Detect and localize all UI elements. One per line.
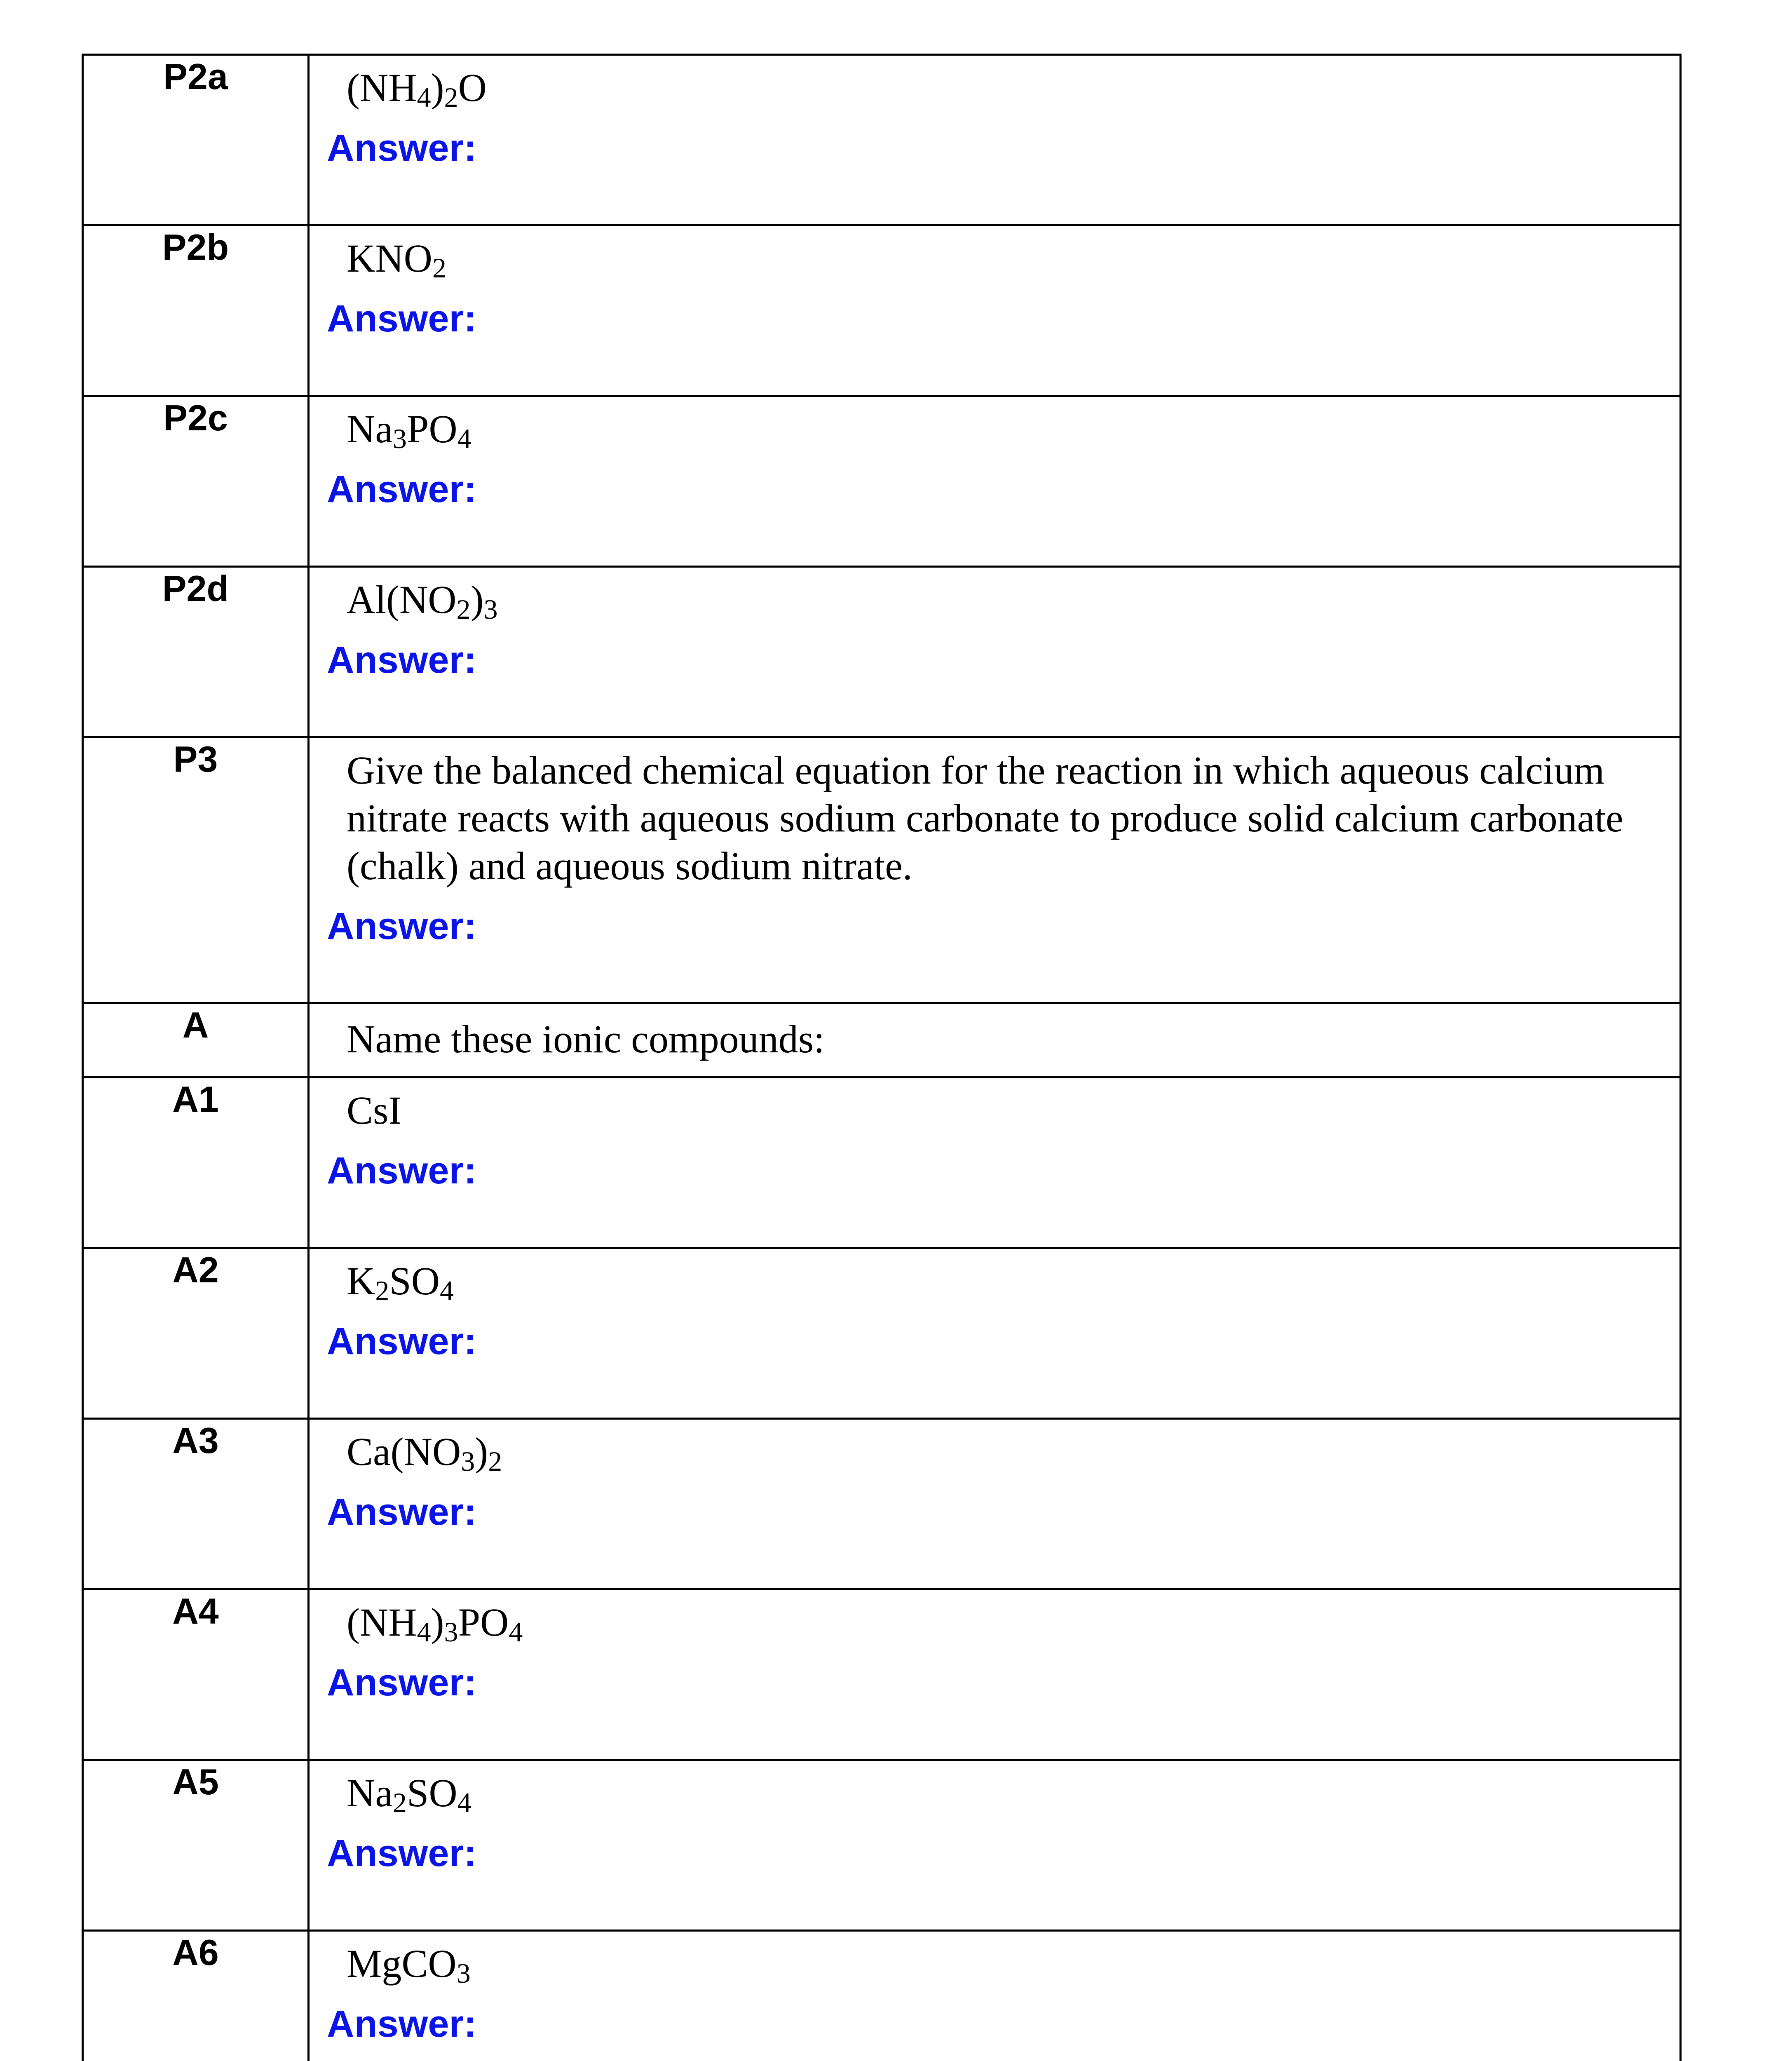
table-row: [83, 1589, 1681, 1760]
question-cell: [309, 55, 1681, 225]
table-row: [83, 737, 1681, 1003]
formula: $Na_2SO_4$: [347, 1771, 471, 1818]
table-row: [83, 1003, 1681, 1077]
table-row: [83, 1248, 1681, 1419]
question-cell: [309, 737, 1681, 1003]
section-instruction: Name these ionic compounds:: [347, 1017, 825, 1061]
question-id: A6: [83, 1931, 309, 2061]
formula: $Na_3PO_4$: [347, 407, 471, 454]
answer-label[interactable]: Answer:: [327, 1662, 476, 1704]
formula: CsI: [347, 1088, 402, 1132]
question-cell: [309, 396, 1681, 567]
answer-label[interactable]: Answer:: [327, 639, 476, 681]
table-row: [83, 1419, 1681, 1589]
formula: $K_2SO_4$: [347, 1259, 454, 1306]
formula: $(NH_4)_3PO_4$: [347, 1600, 523, 1648]
table-row: [83, 567, 1681, 737]
question-id: A2: [83, 1248, 309, 1419]
answer-label[interactable]: Answer:: [327, 905, 476, 947]
section-cell: [309, 1003, 1681, 1077]
formula: $(NH_4)_2O$: [347, 66, 487, 113]
question-id: P2c: [83, 396, 309, 567]
question-table: [82, 54, 1682, 2061]
table-row: [83, 55, 1681, 225]
question-cell: [309, 225, 1681, 396]
question-text: Give the balanced chemical equation for the reaction in which aqueous calcium nitrate reacts with aqueous sodium carbonate to produce solid calcium carbonate (chalk) and aqueous sodium nitrate.: [347, 748, 1623, 888]
formula: $KNO_2$: [347, 236, 446, 284]
question-id: A1: [83, 1077, 309, 1248]
table-row: [83, 1760, 1681, 1931]
question-id: P2b: [83, 225, 309, 396]
answer-label[interactable]: Answer:: [327, 127, 476, 169]
table-row: [83, 1077, 1681, 1248]
table-row: [83, 1931, 1681, 2061]
formula: MgCO$_3$: [347, 1941, 471, 1989]
answer-label[interactable]: Answer:: [327, 298, 476, 340]
question-cell: [309, 1760, 1681, 1931]
formula: $Ca(NO_3)_2$: [347, 1430, 502, 1477]
question-cell: [309, 567, 1681, 737]
question-cell: [309, 1589, 1681, 1760]
question-id: A4: [83, 1589, 309, 1760]
question-id: A5: [83, 1760, 309, 1931]
answer-label[interactable]: Answer:: [327, 1491, 476, 1533]
formula: $Al(NO_2)_3$: [347, 577, 498, 625]
question-cell: [309, 1931, 1681, 2061]
answer-label[interactable]: Answer:: [327, 2003, 476, 2045]
question-cell: [309, 1419, 1681, 1589]
answer-label[interactable]: Answer:: [327, 1320, 476, 1362]
table-row: [83, 225, 1681, 396]
question-id: P3: [83, 737, 309, 1003]
question-id: P2a: [83, 55, 309, 225]
question-cell: [309, 1248, 1681, 1419]
question-cell: [309, 1077, 1681, 1248]
answer-label[interactable]: Answer:: [327, 1832, 476, 1874]
question-id: P2d: [83, 567, 309, 737]
section-id: A: [83, 1003, 309, 1077]
table-row: [83, 396, 1681, 567]
answer-label[interactable]: Answer:: [327, 1150, 476, 1192]
answer-label[interactable]: Answer:: [327, 468, 476, 510]
question-id: A3: [83, 1419, 309, 1589]
